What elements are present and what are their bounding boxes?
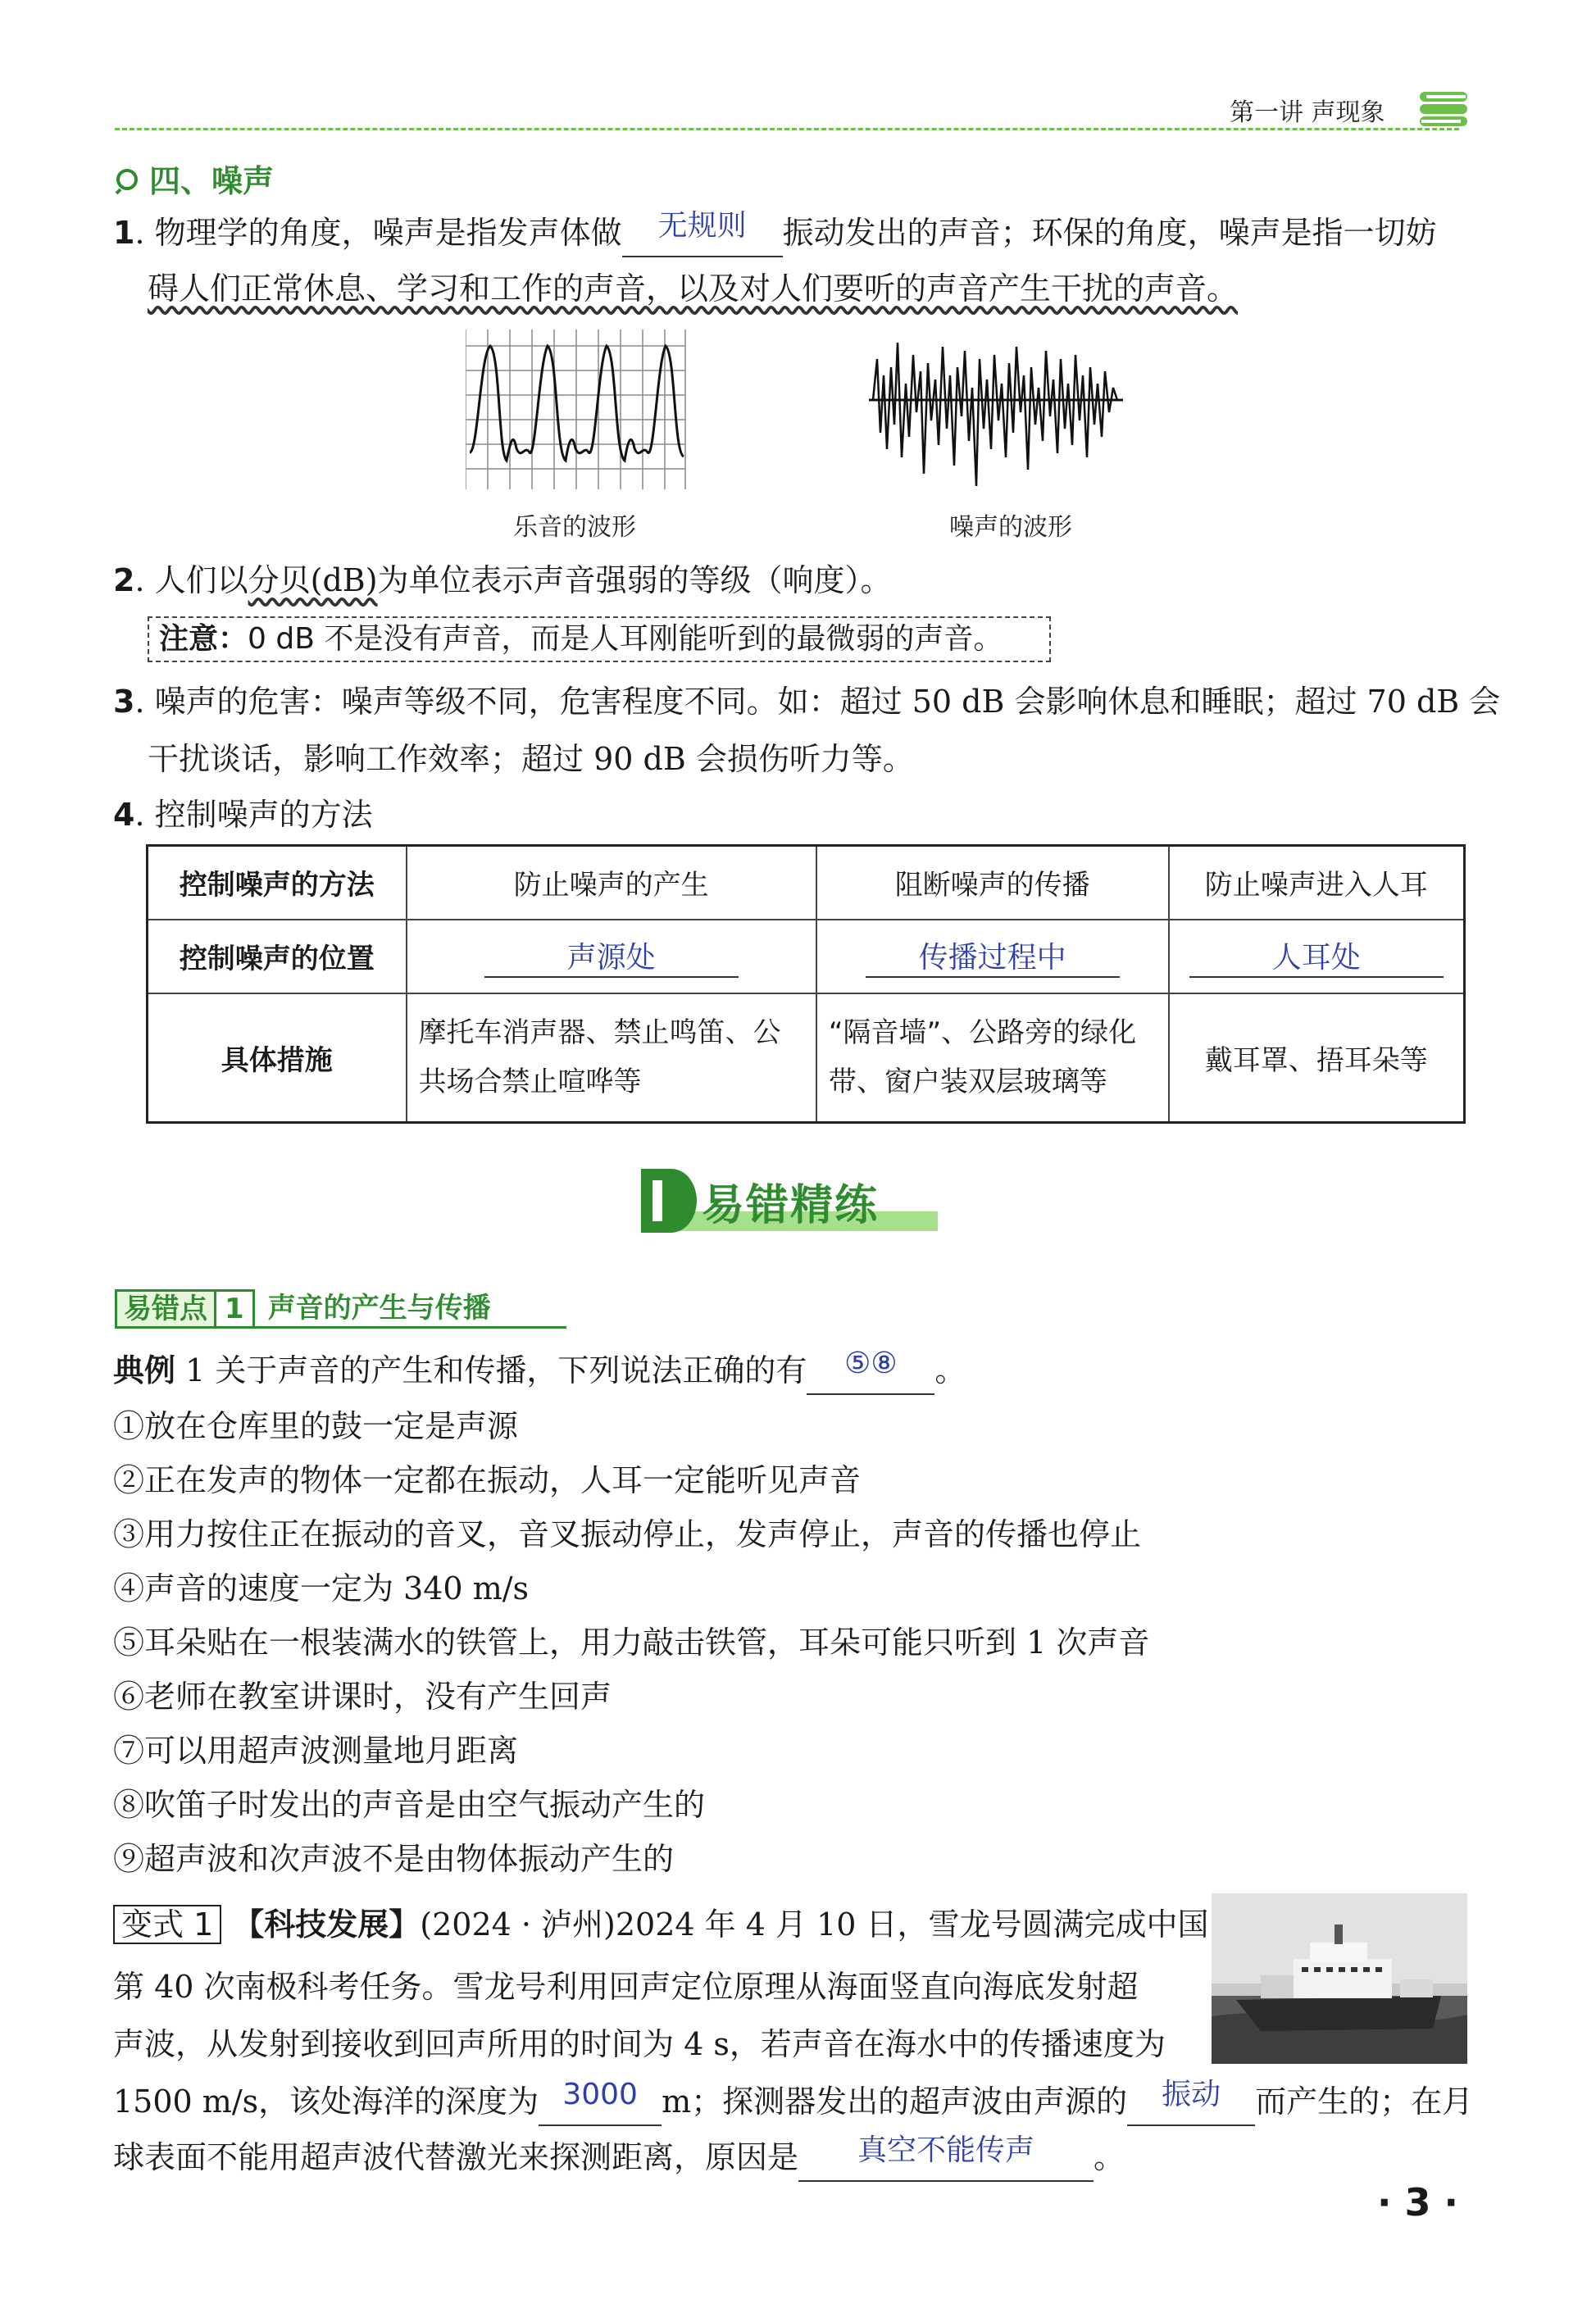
option-7: ⑦可以用超声波测量地月距离 — [113, 1733, 519, 1769]
item-3-line-1: 3. 噪声的危害：噪声等级不同，危害程度不同。如：超过 50 dB 会影响休息和睡眠；超过 70 dB 会 — [113, 684, 1501, 720]
page-number: · 3 · — [1377, 2180, 1458, 2224]
music-waveform — [466, 329, 687, 493]
variant-1-line-5: 球表面不能用超声波代替激光来探测距离，原因是 真空不能传声 。 — [113, 2136, 1125, 2182]
item-2: 2. 人们以分贝(dB)为单位表示声音强弱的等级（响度）。 — [113, 562, 892, 598]
table-row — [148, 993, 1465, 1123]
header-divider — [115, 128, 1459, 130]
option-1: ①放在仓库里的鼓一定是声源 — [113, 1408, 519, 1444]
table-cell: 防止噪声的产生 — [407, 846, 816, 920]
option-8: ⑧吹笛子时发出的声音是由空气振动产生的 — [113, 1787, 706, 1823]
note-text: 0 dB 不是没有声音，而是人耳刚能听到的最微弱的声音。 — [248, 622, 1003, 656]
table-row — [148, 846, 1465, 920]
error-point-label: 易错点 — [115, 1289, 216, 1329]
error-point-title: 声音的产生与传播 — [255, 1289, 566, 1329]
table-cell: 摩托车消声器、禁止鸣笛、公 共场合禁止喧哗等 — [407, 993, 816, 1123]
table-cell — [816, 920, 1169, 993]
error-point-number: 1 — [216, 1289, 255, 1329]
table-cell: “隔音墙”、公路旁的绿化 带、窗户装双层玻璃等 — [816, 993, 1169, 1123]
item-1-line-2: 碍人们正常休息、学习和工作的声音，以及对人们要听的声音产生干扰的声音。 — [148, 270, 1239, 307]
table-cell: 戴耳罩、捂耳朵等 — [1169, 993, 1465, 1123]
banner-title: 易错精练 — [702, 1181, 880, 1230]
blank-irregular: 无规则 — [622, 211, 783, 257]
note-box — [148, 616, 1051, 662]
variant-1-line-1: 变式 1 【科技发展】(2024 · 泸州)2024 年 4 月 10 日，雪龙号圆满完成中国 — [113, 1903, 1209, 1946]
table-header-cell: 控制噪声的方法 — [148, 846, 407, 920]
error-point-tag — [115, 1288, 566, 1329]
option-4: ④声音的速度一定为 340 m/s — [113, 1570, 530, 1606]
noise-waveform — [869, 334, 1123, 498]
option-6: ⑥老师在教室讲课时，没有产生回声 — [113, 1679, 612, 1715]
variant-1-line-4: 1500 m/s，该处海洋的深度为 3000 m；探测器发出的超声波由声源的 振动 而产生的；在月 — [113, 2080, 1473, 2126]
option-5: ⑤耳朵贴在一根装满水的铁管上，用力敲击铁管，耳朵可能只听到 1 次声音 — [113, 1625, 1150, 1661]
section-heading — [115, 156, 274, 201]
chapter-title: 第一讲 声现象 — [1230, 98, 1385, 127]
option-2: ②正在发声的物体一定都在振动，人耳一定能听见声音 — [113, 1462, 862, 1498]
item-1-line-1: 1. 物理学的角度，噪声是指发声体做 无规则 振动发出的声音；环保的角度，噪声是指一切妨 — [113, 211, 1437, 257]
noise-waveform-caption: 噪声的波形 — [949, 513, 1072, 542]
answer-transmission: 传播过程中 — [918, 941, 1066, 975]
variant-1-line-2: 第 40 次南极科考任务。雪龙号利用回声定位原理从海面竖直向海底发射超 — [113, 1969, 1139, 2005]
blank-example-answer: ⑤⑧ — [807, 1349, 934, 1395]
table-row — [148, 920, 1465, 993]
music-waveform-caption: 乐音的波形 — [513, 513, 636, 542]
variant-1-line-3: 声波，从发射到接收到回声所用的时间为 4 s，若声音在海水中的传播速度为 — [113, 2026, 1166, 2062]
magnifier-icon — [115, 167, 143, 195]
brand-logo-icon — [1418, 89, 1469, 130]
table-cell — [407, 920, 816, 993]
blank-depth: 3000 — [539, 2080, 662, 2126]
table-cell — [1169, 920, 1465, 993]
answer-source: 声源处 — [566, 941, 656, 975]
variant-label: 变式 1 — [113, 1905, 221, 1944]
item-3-line-2: 干扰谈话，影响工作效率；超过 90 dB 会损伤听力等。 — [148, 741, 914, 777]
example-1-question: 典例 1 关于声音的产生和传播，下列说法正确的有 ⑤⑧ 。 — [113, 1349, 966, 1395]
note-label: 注意： — [159, 622, 248, 656]
option-3: ③用力按住正在振动的音叉，音叉振动停止，发声停止，声音的传播也停止 — [113, 1516, 1142, 1552]
table-cell: 阻断噪声的传播 — [816, 846, 1169, 920]
table-cell: 防止噪声进入人耳 — [1169, 846, 1465, 920]
section-heading-text: 四、噪声 — [149, 163, 275, 199]
answer-ear: 人耳处 — [1271, 941, 1361, 975]
table-header-cell: 具体措施 — [148, 993, 407, 1123]
item-4: 4. 控制噪声的方法 — [113, 797, 373, 833]
icebreaker-ship-photo — [1212, 1893, 1467, 2064]
table-header-cell: 控制噪声的位置 — [148, 920, 407, 993]
noise-control-table — [146, 844, 1466, 1124]
blank-vibration: 振动 — [1127, 2080, 1255, 2126]
blank-reason: 真空不能传声 — [798, 2136, 1094, 2182]
option-9: ⑨超声波和次声波不是由物体振动产生的 — [113, 1841, 675, 1877]
